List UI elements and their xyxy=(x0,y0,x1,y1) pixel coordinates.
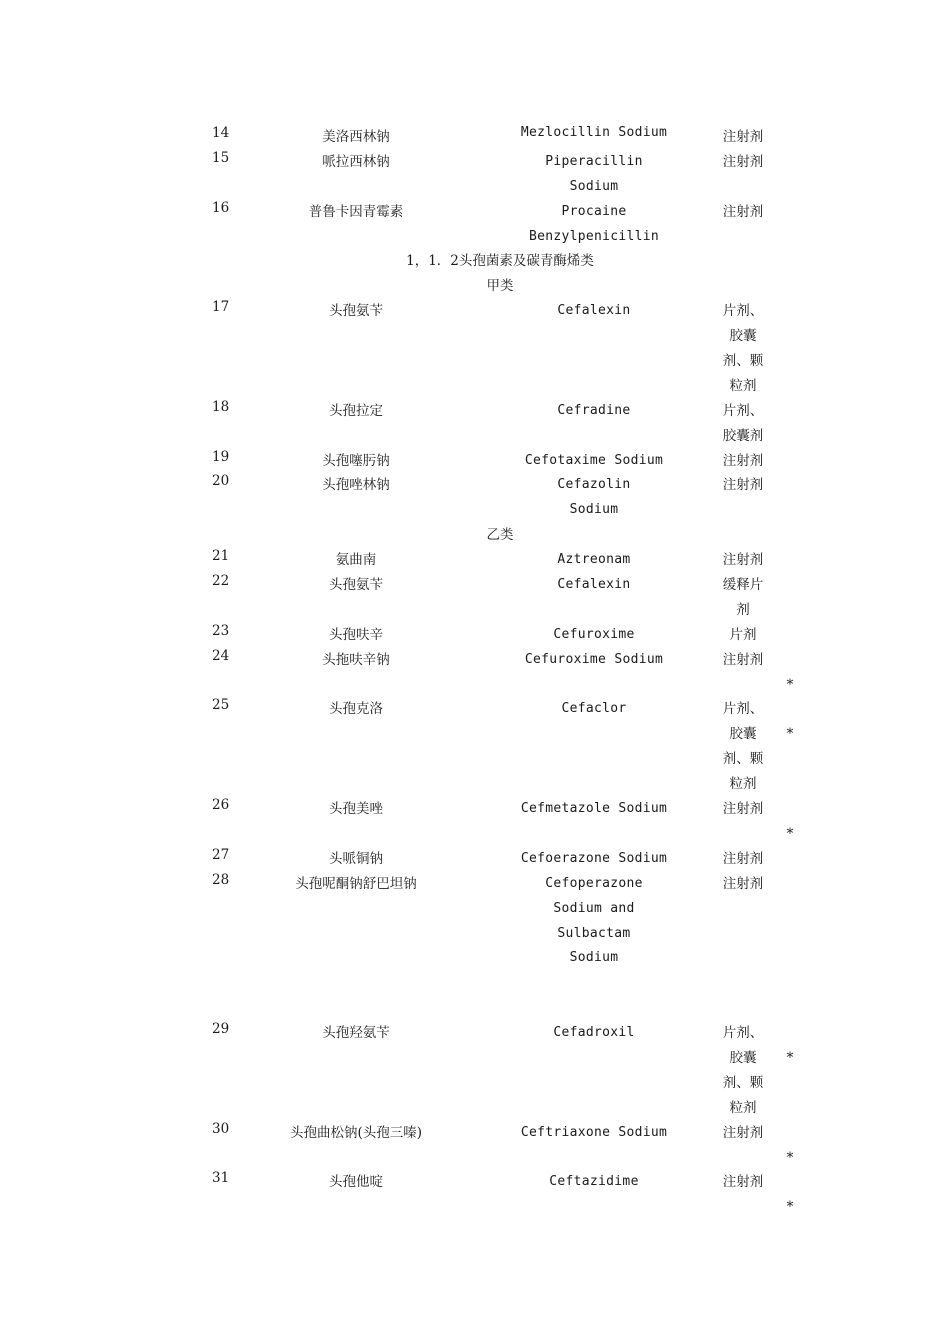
row-number: 23 xyxy=(212,622,230,639)
drug-name-cn: 头孢噻肟钠 xyxy=(322,452,390,469)
spacer xyxy=(0,971,950,996)
dosage-form: 注射剂 xyxy=(722,129,764,145)
row-number: 24 xyxy=(212,647,230,664)
drug-row-21 xyxy=(0,548,950,573)
class-a-heading: 甲类 xyxy=(486,278,514,295)
drug-row-17 xyxy=(0,299,950,399)
row-number: 31 xyxy=(212,1170,230,1187)
drug-name-en: Piperacillin Sodium xyxy=(545,153,643,194)
asterisk-mark: * xyxy=(786,676,794,693)
spacer xyxy=(0,996,950,1021)
drug-row-27 xyxy=(0,847,950,872)
dosage-form: 注射剂 xyxy=(722,153,764,170)
dosage-form: 注射剂 xyxy=(722,651,764,668)
drug-name-en: Cefuroxime Sodium xyxy=(524,651,664,667)
drug-row-31 xyxy=(0,1170,950,1220)
drug-name-en: Cefalexin xyxy=(557,577,631,593)
drug-name-en: Cefotaxime Sodium xyxy=(524,452,664,468)
drug-name-en: Cefuroxime xyxy=(553,626,635,642)
row-number: 28 xyxy=(212,871,230,888)
drug-row-30 xyxy=(0,1121,950,1171)
row-number: 22 xyxy=(212,573,230,590)
row-number: 16 xyxy=(212,199,230,216)
dosage-form: 片剂、 胶囊 剂、颗 粒剂 xyxy=(722,1025,764,1116)
drug-row-22 xyxy=(0,573,950,623)
drug-name-en: Cefadroxil xyxy=(553,1025,635,1041)
drug-name-cn: 普鲁卡因青霉素 xyxy=(308,203,404,220)
dosage-form: 片剂、 胶囊 剂、颗 粒剂 xyxy=(722,303,764,394)
dosage-form: 注射剂 xyxy=(722,801,764,818)
document-page xyxy=(0,125,950,1220)
drug-name-cn: 头拖呋辛钠 xyxy=(322,651,390,668)
drug-row-18 xyxy=(0,399,950,449)
row-number: 26 xyxy=(212,797,230,814)
dosage-form: 片剂、 胶囊剂 xyxy=(722,402,764,444)
drug-row-14 xyxy=(0,125,950,150)
drug-name-cn: 头孢他啶 xyxy=(329,1174,383,1191)
row-number: 27 xyxy=(212,846,230,863)
class-b-heading: 乙类 xyxy=(486,527,514,544)
dosage-form: 注射剂 xyxy=(722,1174,764,1191)
dosage-form: 注射剂 xyxy=(722,203,764,220)
drug-name-en: Cefoerazone Sodium xyxy=(520,850,668,866)
dosage-form: 注射剂 xyxy=(722,850,764,867)
drug-name-cn: 头孢呋辛 xyxy=(329,626,383,643)
drug-row-24 xyxy=(0,648,950,698)
drug-name-cn: 头孢羟氨苄 xyxy=(322,1025,390,1042)
asterisk-mark: * xyxy=(786,825,794,842)
drug-name-en: Procaine Benzylpenicillin xyxy=(528,203,660,244)
section-heading: 1，1．2头孢菌素及碳青酶烯类 xyxy=(406,253,594,270)
drug-row-19 xyxy=(0,449,950,474)
asterisk-mark: * xyxy=(786,1199,794,1216)
row-number: 19 xyxy=(212,448,230,465)
drug-row-28 xyxy=(0,872,950,972)
dosage-form: 注射剂 xyxy=(722,1124,764,1141)
drug-row-29 xyxy=(0,1021,950,1121)
drug-name-cn: 头孢克洛 xyxy=(329,701,383,718)
drug-row-15 xyxy=(0,150,950,200)
dosage-form: 缓释片 剂 xyxy=(722,577,764,618)
dosage-form: 片剂、 胶囊 剂、颗 粒剂 xyxy=(722,701,764,793)
drug-name-cn: 哌拉西林钠 xyxy=(322,153,390,170)
drug-name-en: Aztreonam xyxy=(557,552,631,568)
drug-name-en: Cefradine xyxy=(557,402,631,418)
drug-row-16 xyxy=(0,200,950,250)
drug-name-en: Cefazolin Sodium xyxy=(557,477,631,518)
asterisk-mark: * xyxy=(786,1149,794,1166)
dosage-form: 注射剂 xyxy=(722,452,764,469)
drug-row-25 xyxy=(0,697,950,797)
dosage-form: 片剂 xyxy=(729,626,757,643)
drug-name-cn: 美洛西林钠 xyxy=(322,129,390,145)
drug-name-cn: 头孢氨苄 xyxy=(329,303,383,320)
drug-row-20 xyxy=(0,473,950,523)
drug-name-cn: 头孢拉定 xyxy=(329,402,383,419)
drug-row-23 xyxy=(0,623,950,648)
row-number: 15 xyxy=(212,149,230,166)
drug-name-en: Cefoperazone Sodium and Sulbactam Sodium xyxy=(545,875,643,966)
dosage-form: 注射剂 xyxy=(722,477,764,494)
drug-name-en: Cefalexin xyxy=(557,303,631,319)
drug-name-cn: 头哌铜钠 xyxy=(329,850,383,867)
row-number: 21 xyxy=(212,548,230,565)
drug-name-en: Mezlocillin Sodium xyxy=(520,125,668,140)
row-number: 29 xyxy=(212,1021,230,1038)
drug-name-cn: 头孢唑林钠 xyxy=(322,477,390,494)
drug-name-cn: 头孢呢酮钠舒巴坦钠 xyxy=(295,875,417,892)
drug-row-26 xyxy=(0,797,950,847)
dosage-form: 注射剂 xyxy=(722,875,764,892)
drug-name-cn: 头孢曲松钠(头孢三嗪) xyxy=(289,1124,423,1141)
row-number: 14 xyxy=(212,125,230,141)
asterisk-mark: * xyxy=(786,1049,794,1066)
dosage-form: 注射剂 xyxy=(722,552,764,569)
drug-name-en: Cefmetazole Sodium xyxy=(520,801,668,817)
row-number: 25 xyxy=(212,697,230,714)
drug-name-en: Cefaclor xyxy=(561,701,627,717)
row-number: 20 xyxy=(212,473,230,490)
drug-name-cn: 头孢美唑 xyxy=(329,801,383,818)
row-number: 17 xyxy=(212,299,230,316)
drug-name-cn: 氨曲南 xyxy=(335,552,377,569)
drug-name-cn: 头孢氨苄 xyxy=(329,577,383,594)
asterisk-mark: * xyxy=(786,726,794,743)
drug-name-en: Ceftazidime xyxy=(549,1174,639,1190)
row-number: 18 xyxy=(212,398,230,415)
row-number: 30 xyxy=(212,1120,230,1137)
drug-name-en: Ceftriaxone Sodium xyxy=(520,1124,668,1140)
